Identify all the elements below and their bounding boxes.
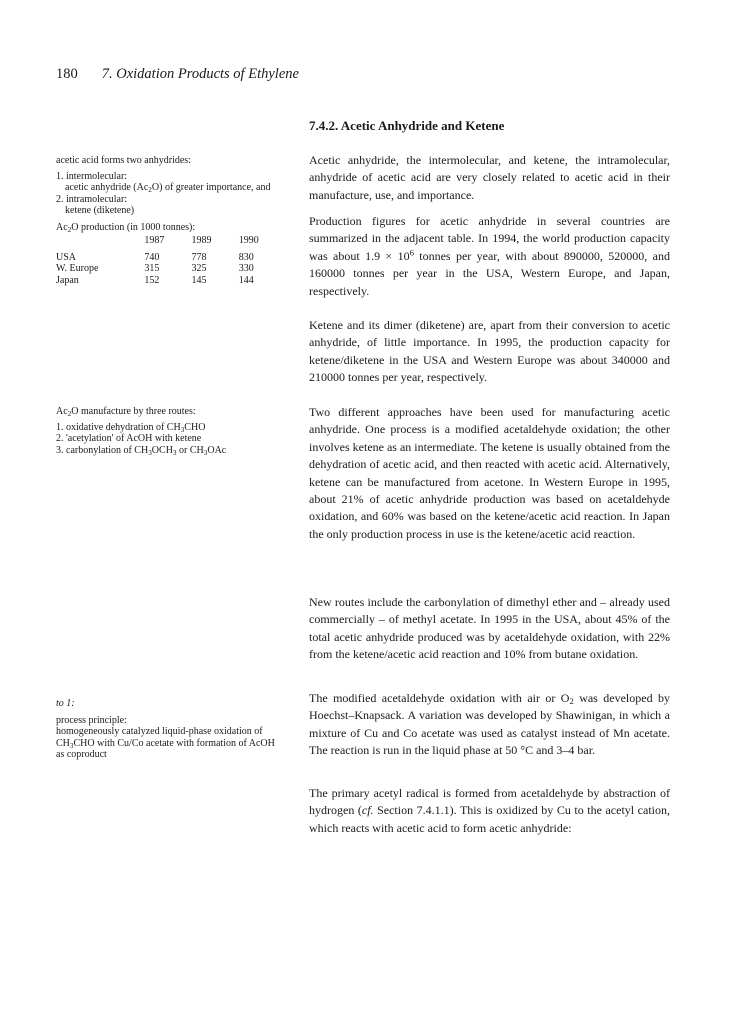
note-item1-detail [56, 182, 286, 194]
route3-sub2: 3 [172, 448, 177, 457]
margin-note-routes [56, 406, 286, 456]
production-title-sub: 2 [67, 225, 72, 234]
margin-note-anhydrides [56, 155, 286, 286]
note-item1-detail-a: acetic anhydride (Ac [65, 182, 149, 193]
paragraph-1: Acetic anhydride, the intermolecular, and ketene, the intramolecular, anhydride of acetic acid are very closely related to acetic acid in their manufacture, use, and importance. [309, 153, 670, 202]
paragraph-6-b: was developed by Hoechst–Knapsack. A variation was developed by Shawinigan, in which a mixture of Cu and Co acetate was used as catalyst instead of Mn acetate. The reaction is run in the liquid phase at 50 °C and 3–4 bar. [309, 691, 670, 758]
production-title-a: Ac [56, 221, 68, 233]
route3-a: 3. carbonylation of CH [56, 444, 149, 456]
paragraph-7-a: The primary acetyl radical is formed from acetaldehyde by abstraction of hydrogen ( [309, 786, 670, 818]
list-item [56, 194, 286, 217]
note-anhydrides-intro: acetic acid forms two anhydrides: [56, 155, 191, 166]
process-ref: to 1: [56, 698, 75, 709]
route1-b: CHO [184, 421, 206, 433]
table-header-empty [56, 235, 144, 252]
production-table-title [56, 222, 286, 234]
route3-d: OAc [207, 444, 227, 456]
paragraph-2-a: Production figures for acetic anhydride in several countries are summarized in the adjacent table. In 1994, the world production capacity was about 1.9 × 10 [309, 214, 670, 263]
table-row [56, 252, 286, 264]
page-number: 180 [56, 66, 78, 82]
table-row [56, 263, 286, 275]
process-text-a: homogeneously catalyzed liquid-phase oxidation of CH [56, 726, 263, 749]
year-header: 1989 [191, 235, 212, 246]
note-item2-label: 2. intramolecular: [56, 193, 128, 205]
paragraph-2-sup: 6 [409, 247, 414, 258]
route3-sub3: 3 [203, 448, 208, 457]
note-item1-detail-b: O) of greater importance, and [151, 182, 271, 193]
routes-title [56, 406, 286, 418]
process-text [56, 726, 278, 761]
value-cell: 330 [238, 263, 254, 274]
process-text-b: CHO with Cu/Co acetate with formation of AcOH as coproduct [56, 737, 275, 760]
process-text-sub: 3 [69, 741, 74, 750]
paragraph-7-cf: cf. [361, 803, 374, 818]
paragraph-3: Ketene and its dimer (diketene) are, apart from their conversion to acetic anhydride, of little importance. In 1995, the production capacity for ketene/diketene in the USA and Western Europe was about 340000 and 210000 tonnes per year, respectively. [309, 318, 670, 385]
value-cell: 778 [191, 251, 207, 263]
value-cell: 325 [191, 263, 207, 274]
table-header-row [56, 235, 286, 252]
paragraph-7 [309, 785, 670, 837]
paragraph-5: New routes include the carbonylation of dimethyl ether and – already used commercially – of methyl acetate. In 1995 in the USA, about 45% of the total acetic anhydride produced was by acetaldehyde oxidation, with 22% from the ketene/acetic acid reaction and 10% from butane oxidation. [309, 595, 670, 662]
note-item2-detail: ketene (diketene) [65, 205, 135, 216]
table-row [56, 275, 286, 287]
region-cell: Japan [56, 274, 79, 286]
route3-c: or CH [176, 444, 204, 456]
paragraph-2 [309, 213, 670, 300]
route3-sub1: 3 [148, 448, 152, 457]
margin-note-process [56, 698, 278, 761]
routes-list [56, 422, 286, 457]
process-label: process principle: [56, 714, 127, 726]
chapter-title: 7. Oxidation Products of Ethylene [101, 66, 299, 82]
production-table [56, 235, 286, 286]
route1-a: 1. oxidative dehydration of CH [56, 421, 181, 433]
year-header: 1990 [238, 235, 259, 246]
paragraph-2-b: tonnes per year, with about 890000, 520000, and 160000 tonnes per year in the USA, Western Europe, and Japan, respectively. [309, 248, 670, 298]
list-item [56, 445, 286, 457]
paragraph-7-b: Section 7.4.1.1). This is oxidized by Cu to the acetyl cation, which reacts with acetic acid to form acetic anhydride: [309, 803, 670, 835]
value-cell: 315 [144, 263, 160, 274]
value-cell: 740 [144, 251, 160, 263]
value-cell: 152 [144, 274, 160, 286]
paragraph-4: Two different approaches have been used for manufacturing acetic anhydride. One process is a modified acetaldehyde oxidation; the other involves ketene as an intermediate. The ketene is usually obtained from the dehydration of acetic acid, and then reacted with acetic acid. Alternatively, ketene can be manufactured from acetone. In Western Europe in 1995, about 21% of acetic anhydride production was based on acetaldehyde oxidation, and 60% was based on the ketene/acetic acid reaction. In Japan the only production process in use is the ketene/acetic acid reaction. [309, 405, 670, 541]
paragraph-6-sub: 2 [569, 696, 574, 707]
list-item [56, 171, 286, 194]
year-header: 1987 [144, 235, 165, 246]
routes-title-sub: 2 [67, 409, 72, 418]
route1-sub: 3 [180, 425, 185, 434]
production-title-b: O production (in 1000 tonnes): [71, 221, 196, 233]
section-heading: 7.4.2. Acetic Anhydride and Ketene [309, 118, 505, 133]
note-item1-label: 1. intermolecular: [56, 170, 128, 182]
routes-title-a: Ac [56, 406, 68, 417]
list-item [56, 422, 286, 434]
note-item1-detail-sub: 2 [148, 185, 152, 194]
value-cell: 145 [191, 274, 207, 286]
routes-title-b: O manufacture by three routes: [71, 406, 196, 417]
list-item: 2. 'acetylation' of AcOH with ketene [56, 433, 202, 444]
value-cell: 830 [238, 251, 254, 263]
region-cell: W. Europe [56, 263, 99, 274]
running-header [56, 66, 299, 83]
region-cell: USA [56, 251, 77, 263]
route3-b: OCH [151, 444, 173, 456]
value-cell: 144 [238, 274, 254, 286]
paragraph-6-a: The modified acetaldehyde oxidation with air or O [309, 691, 570, 705]
note-anhydrides-list [56, 171, 286, 217]
paragraph-6 [309, 690, 670, 760]
